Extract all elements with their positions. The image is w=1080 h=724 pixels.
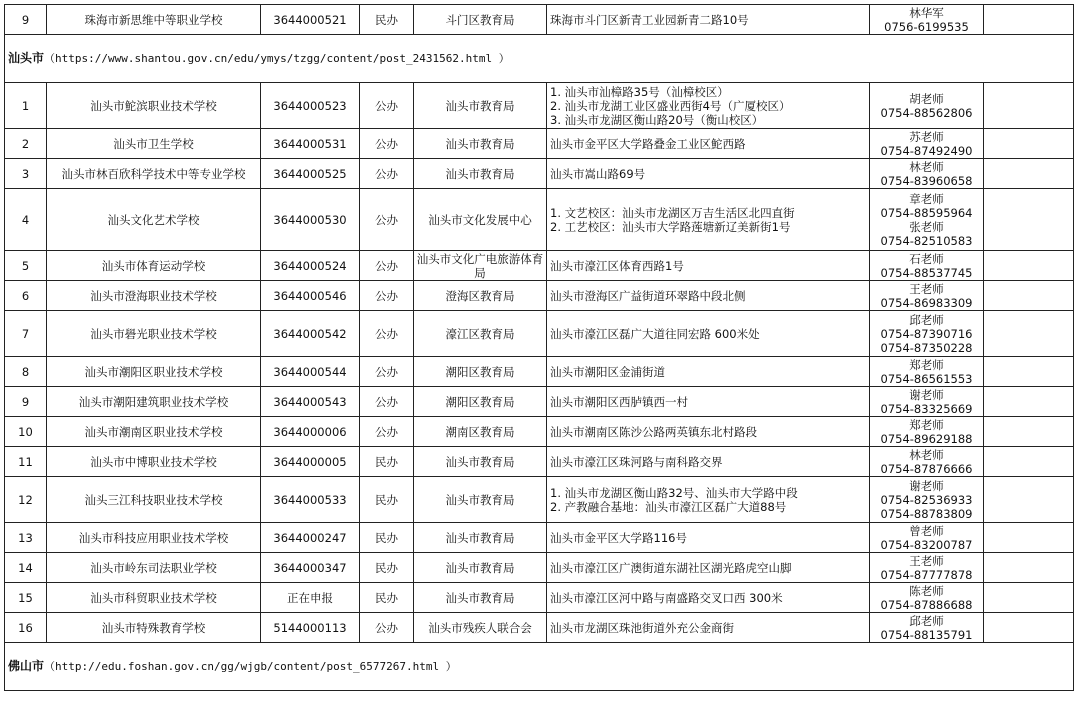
contact-info-line: 0754-82510583 — [880, 233, 973, 248]
row-number: 6 — [5, 281, 47, 311]
school-address-line: 汕头市龙湖区珠池街道外充公金商街 — [550, 620, 734, 635]
department: 汕头市教育局 — [414, 83, 547, 129]
table-row — [5, 583, 1074, 613]
remarks-cell — [984, 357, 1074, 387]
department: 汕头市教育局 — [414, 129, 547, 159]
department: 濠江区教育局 — [414, 311, 547, 357]
school-type: 民办 — [360, 553, 414, 583]
school-address — [547, 251, 870, 281]
school-code: 3644000005 — [261, 447, 360, 477]
contact-info-line: 0754-86983309 — [880, 295, 973, 310]
contact-info-line: 胡老师 — [909, 91, 944, 106]
school-type: 民办 — [360, 523, 414, 553]
school-type: 公办 — [360, 387, 414, 417]
contact-info-line: 0754-87350228 — [880, 340, 973, 355]
row-number: 13 — [5, 523, 47, 553]
school-name: 汕头文化艺术学校 — [47, 189, 261, 251]
contact-info-line: 0754-82536933 — [880, 492, 973, 507]
table-row — [5, 5, 1074, 35]
school-address — [547, 311, 870, 357]
contact-info-line: 王老师 — [909, 281, 944, 296]
school-address-line: 汕头市金平区大学路叠金工业区鮀西路 — [550, 136, 746, 151]
region-header — [5, 643, 1074, 691]
contact-info — [870, 251, 984, 281]
contact-info — [870, 5, 984, 35]
school-address — [547, 583, 870, 613]
table-row — [5, 251, 1074, 281]
contact-info — [870, 523, 984, 553]
school-address-line: 汕头市濠江区河中路与南盛路交叉口西 300米 — [550, 590, 783, 605]
region-header-row — [5, 643, 1074, 691]
department: 汕头市教育局 — [414, 523, 547, 553]
school-address-line: 1. 汕头市汕樟路35号（汕樟校区） — [550, 84, 729, 99]
contact-info-line: 林华军 — [909, 5, 944, 20]
school-address — [547, 553, 870, 583]
row-number: 4 — [5, 189, 47, 251]
contact-info-line: 0756-6199535 — [884, 19, 969, 34]
contact-info-line: 邱老师 — [909, 613, 944, 628]
row-number: 11 — [5, 447, 47, 477]
school-name: 汕头市中博职业技术学校 — [47, 447, 261, 477]
school-name: 珠海市新思维中等职业学校 — [47, 5, 261, 35]
school-address — [547, 477, 870, 523]
school-name: 汕头市特殊教育学校 — [47, 613, 261, 643]
table-row — [5, 447, 1074, 477]
table-row — [5, 477, 1074, 523]
contact-info-line: 0754-88562806 — [880, 105, 973, 120]
contact-info — [870, 447, 984, 477]
school-address-line: 2. 工艺校区：汕头市大学路莲塘新辽美新街1号 — [550, 219, 791, 234]
school-code: 3644000247 — [261, 523, 360, 553]
school-address-line: 汕头市嵩山路69号 — [550, 166, 646, 181]
remarks-cell — [984, 417, 1074, 447]
school-code: 正在申报 — [261, 583, 360, 613]
school-address-line: 汕头市濠江区珠河路与南科路交界 — [550, 454, 723, 469]
row-number: 7 — [5, 311, 47, 357]
school-type: 公办 — [360, 311, 414, 357]
table-row — [5, 83, 1074, 129]
school-type: 民办 — [360, 477, 414, 523]
school-type: 民办 — [360, 5, 414, 35]
region-url-link[interactable]: （https://www.shantou.gov.cn/edu/ymys/tzgg/content/post_2431562.html ） — [44, 52, 510, 65]
region-header — [5, 35, 1074, 83]
school-type: 公办 — [360, 129, 414, 159]
school-name: 汕头市鮀滨职业技术学校 — [47, 83, 261, 129]
remarks-cell — [984, 553, 1074, 583]
contact-info — [870, 613, 984, 643]
table-row — [5, 523, 1074, 553]
school-code: 3644000546 — [261, 281, 360, 311]
remarks-cell — [984, 83, 1074, 129]
department: 汕头市文化发展中心 — [414, 189, 547, 251]
school-type: 公办 — [360, 357, 414, 387]
contact-info — [870, 159, 984, 189]
school-code: 3644000531 — [261, 129, 360, 159]
school-address — [547, 83, 870, 129]
remarks-cell — [984, 159, 1074, 189]
school-code: 3644000542 — [261, 311, 360, 357]
table-row — [5, 553, 1074, 583]
contact-info-line: 石老师 — [909, 251, 944, 266]
school-table — [4, 4, 1074, 691]
contact-info-line: 0754-87876666 — [880, 461, 973, 476]
school-address — [547, 447, 870, 477]
contact-info-line: 郑老师 — [909, 417, 944, 432]
school-address-line: 汕头市濠江区广澳街道东湖社区湖光路虎空山脚 — [550, 560, 792, 575]
row-number: 12 — [5, 477, 47, 523]
row-number: 14 — [5, 553, 47, 583]
school-name: 汕头市卫生学校 — [47, 129, 261, 159]
school-type: 公办 — [360, 613, 414, 643]
department: 汕头市残疾人联合会 — [414, 613, 547, 643]
contact-info-line: 陈老师 — [909, 583, 944, 598]
row-number: 10 — [5, 417, 47, 447]
contact-info — [870, 311, 984, 357]
school-address-line: 汕头市濠江区磊广大道往同宏路 600米处 — [550, 326, 760, 341]
contact-info-line: 0754-87492490 — [880, 143, 973, 158]
school-address — [547, 357, 870, 387]
row-number: 15 — [5, 583, 47, 613]
row-number: 1 — [5, 83, 47, 129]
school-type: 公办 — [360, 417, 414, 447]
contact-info-line: 曾老师 — [909, 523, 944, 538]
school-type: 民办 — [360, 583, 414, 613]
remarks-cell — [984, 5, 1074, 35]
remarks-cell — [984, 311, 1074, 357]
remarks-cell — [984, 447, 1074, 477]
school-code: 3644000525 — [261, 159, 360, 189]
contact-info-line: 0754-89629188 — [880, 431, 973, 446]
row-number: 16 — [5, 613, 47, 643]
contact-info-line: 0754-87777878 — [880, 567, 973, 582]
department: 汕头市教育局 — [414, 583, 547, 613]
department: 汕头市教育局 — [414, 447, 547, 477]
remarks-cell — [984, 613, 1074, 643]
remarks-cell — [984, 387, 1074, 417]
school-address — [547, 189, 870, 251]
school-code: 3644000530 — [261, 189, 360, 251]
school-address-line: 汕头市濠江区体育西路1号 — [550, 258, 684, 273]
department: 汕头市教育局 — [414, 553, 547, 583]
table-row — [5, 159, 1074, 189]
table-row — [5, 613, 1074, 643]
region-name: 佛山市 — [8, 659, 45, 673]
school-address-line: 汕头市澄海区广益街道环翠路中段北侧 — [550, 288, 746, 303]
row-number: 3 — [5, 159, 47, 189]
school-type: 公办 — [360, 83, 414, 129]
school-name: 汕头市岭东司法职业学校 — [47, 553, 261, 583]
contact-info — [870, 357, 984, 387]
contact-info — [870, 129, 984, 159]
table-row — [5, 311, 1074, 357]
contact-info — [870, 583, 984, 613]
contact-info — [870, 281, 984, 311]
school-address-line: 1. 文艺校区：汕头市龙湖区万吉生活区北四直街 — [550, 205, 795, 220]
row-number: 5 — [5, 251, 47, 281]
row-number: 2 — [5, 129, 47, 159]
department: 斗门区教育局 — [414, 5, 547, 35]
school-address — [547, 129, 870, 159]
school-address-line: 3. 汕头市龙湖区衡山路20号（衡山校区） — [550, 112, 764, 127]
contact-info-line: 0754-88537745 — [880, 265, 973, 280]
contact-info-line: 苏老师 — [909, 129, 944, 144]
school-name: 汕头市林百欣科学技术中等专业学校 — [47, 159, 261, 189]
department: 潮阳区教育局 — [414, 357, 547, 387]
remarks-cell — [984, 477, 1074, 523]
contact-info-line: 邱老师 — [909, 312, 944, 327]
department: 澄海区教育局 — [414, 281, 547, 311]
contact-info-line: 0754-87886688 — [880, 597, 973, 612]
region-url-link[interactable]: （http://edu.foshan.gov.cn/gg/wjgb/content/post_6577267.html ） — [44, 660, 457, 673]
school-code: 3644000543 — [261, 387, 360, 417]
school-address-line: 珠海市斗门区新青工业园新青二路10号 — [550, 12, 749, 27]
contact-info-line: 林老师 — [909, 159, 944, 174]
table-body — [5, 5, 1074, 691]
row-number: 9 — [5, 5, 47, 35]
school-address — [547, 281, 870, 311]
school-address-line: 2. 汕头市龙湖工业区盛业西街4号（广厦校区） — [550, 98, 791, 113]
row-number: 9 — [5, 387, 47, 417]
contact-info — [870, 553, 984, 583]
school-type: 公办 — [360, 159, 414, 189]
table-row — [5, 357, 1074, 387]
school-name: 汕头市科技应用职业技术学校 — [47, 523, 261, 553]
contact-info-line: 章老师 — [909, 191, 944, 206]
school-name: 汕头市潮阳区职业技术学校 — [47, 357, 261, 387]
contact-info-line: 郑老师 — [909, 357, 944, 372]
school-code: 3644000347 — [261, 553, 360, 583]
school-code: 3644000523 — [261, 83, 360, 129]
school-name: 汕头市澄海职业技术学校 — [47, 281, 261, 311]
school-address-line: 2. 产教融合基地：汕头市濠江区磊广大道88号 — [550, 499, 787, 514]
school-type: 民办 — [360, 447, 414, 477]
contact-info-line: 0754-87390716 — [880, 326, 973, 341]
school-name: 汕头市潮阳建筑职业技术学校 — [47, 387, 261, 417]
school-code: 3644000533 — [261, 477, 360, 523]
school-code: 3644000524 — [261, 251, 360, 281]
contact-info-line: 0754-88783809 — [880, 506, 973, 521]
contact-info — [870, 477, 984, 523]
region-name: 汕头市 — [8, 51, 45, 65]
school-type: 公办 — [360, 189, 414, 251]
contact-info — [870, 387, 984, 417]
school-address — [547, 387, 870, 417]
school-address — [547, 417, 870, 447]
contact-info-line: 0754-88135791 — [880, 627, 973, 642]
school-name: 汕头市体育运动学校 — [47, 251, 261, 281]
school-code: 3644000006 — [261, 417, 360, 447]
contact-info-line: 0754-88595964 — [880, 205, 973, 220]
school-name: 汕头市潮南区职业技术学校 — [47, 417, 261, 447]
department: 汕头市教育局 — [414, 477, 547, 523]
contact-info — [870, 189, 984, 251]
school-address-line: 1. 汕头市龙湖区衡山路32号、汕头市大学路中段 — [550, 485, 798, 500]
contact-info-line: 王老师 — [909, 553, 944, 568]
school-name: 汕头三江科技职业技术学校 — [47, 477, 261, 523]
contact-info — [870, 417, 984, 447]
school-address — [547, 5, 870, 35]
contact-info-line: 谢老师 — [909, 478, 944, 493]
table-row — [5, 189, 1074, 251]
department: 汕头市教育局 — [414, 159, 547, 189]
remarks-cell — [984, 189, 1074, 251]
school-address — [547, 159, 870, 189]
school-code: 3644000544 — [261, 357, 360, 387]
school-code: 5144000113 — [261, 613, 360, 643]
contact-info-line: 张老师 — [909, 219, 944, 234]
row-number: 8 — [5, 357, 47, 387]
table-row — [5, 417, 1074, 447]
remarks-cell — [984, 583, 1074, 613]
school-address — [547, 523, 870, 553]
table-row — [5, 387, 1074, 417]
school-address — [547, 613, 870, 643]
remarks-cell — [984, 523, 1074, 553]
school-address-line: 汕头市金平区大学路116号 — [550, 530, 687, 545]
school-address-line: 汕头市潮南区陈沙公路两英镇东北村路段 — [550, 424, 757, 439]
contact-info-line: 林老师 — [909, 447, 944, 462]
table-row — [5, 129, 1074, 159]
region-header-row — [5, 35, 1074, 83]
school-code: 3644000521 — [261, 5, 360, 35]
school-name: 汕头市科贸职业技术学校 — [47, 583, 261, 613]
contact-info-line: 谢老师 — [909, 387, 944, 402]
school-name: 汕头市礐光职业技术学校 — [47, 311, 261, 357]
contact-info — [870, 83, 984, 129]
school-address-line: 汕头市潮阳区西胪镇西一村 — [550, 394, 688, 409]
remarks-cell — [984, 281, 1074, 311]
department: 潮阳区教育局 — [414, 387, 547, 417]
school-address-line: 汕头市潮阳区金浦街道 — [550, 364, 665, 379]
contact-info-line: 0754-83960658 — [880, 173, 973, 188]
department: 汕头市文化广电旅游体育局 — [414, 251, 547, 281]
school-type: 公办 — [360, 251, 414, 281]
remarks-cell — [984, 251, 1074, 281]
remarks-cell — [984, 129, 1074, 159]
contact-info-line: 0754-83325669 — [880, 401, 973, 416]
school-type: 公办 — [360, 281, 414, 311]
department: 潮南区教育局 — [414, 417, 547, 447]
contact-info-line: 0754-86561553 — [880, 371, 973, 386]
contact-info-line: 0754-83200787 — [880, 537, 973, 552]
table-row — [5, 281, 1074, 311]
